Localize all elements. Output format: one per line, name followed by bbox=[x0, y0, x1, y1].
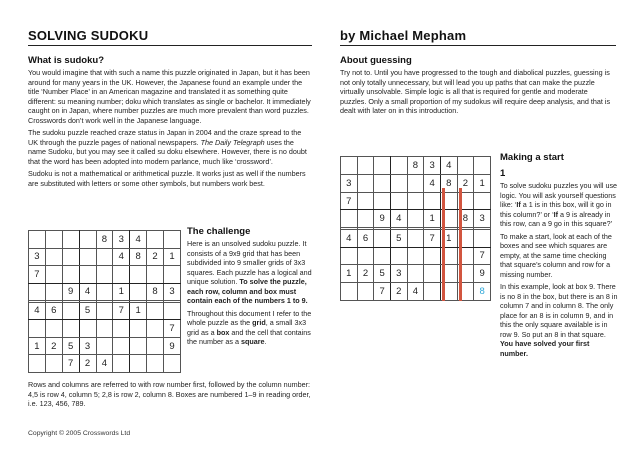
row-column-note: Rows and columns are referred to with row number first, followed by the column number: 4,5 is row 4, column 5; 2,8 is row 2, column 8. Boxes are numbered 1–9 in reading order, i.e. 123, 456, 789. bbox=[28, 380, 311, 408]
grid-square: 4 bbox=[130, 231, 147, 249]
grid-square bbox=[29, 283, 46, 301]
grid-square bbox=[29, 320, 46, 338]
grid-square bbox=[164, 231, 181, 249]
grid-row bbox=[341, 283, 491, 301]
grid-square: 2 bbox=[457, 174, 474, 192]
grid-square: 3 bbox=[341, 174, 358, 192]
grid-square: 4 bbox=[407, 283, 424, 301]
grid-square: 3 bbox=[424, 157, 441, 175]
grid-square: 1 bbox=[29, 337, 46, 355]
grid-square: 3 bbox=[164, 283, 181, 301]
grid-square bbox=[62, 231, 79, 249]
grid-square bbox=[341, 247, 358, 265]
grid-square: 2 bbox=[45, 337, 62, 355]
grid-square bbox=[357, 283, 374, 301]
grid-square bbox=[96, 248, 113, 266]
grid-square bbox=[407, 265, 424, 283]
grid-row bbox=[29, 266, 181, 284]
grid-square: 4 bbox=[113, 248, 130, 266]
grid-square bbox=[390, 192, 407, 210]
what-is-sudoku-heading: What is sudoku? bbox=[28, 55, 104, 66]
about-guessing-heading: About guessing bbox=[340, 55, 412, 66]
grid-square bbox=[164, 266, 181, 284]
grid-square: 1 bbox=[440, 229, 457, 247]
grid-square bbox=[357, 157, 374, 175]
making-a-start-text bbox=[500, 181, 618, 361]
grid-square bbox=[407, 229, 424, 247]
grid-row bbox=[341, 265, 491, 283]
challenge-heading: The challenge bbox=[187, 226, 251, 237]
making-a-start-heading: Making a start bbox=[500, 152, 564, 163]
right-page-title: by Michael Mepham bbox=[340, 28, 467, 43]
grid-square: 4 bbox=[390, 210, 407, 228]
grid-square: 7 bbox=[424, 229, 441, 247]
grid-square: 9 bbox=[164, 337, 181, 355]
grid-square: 3 bbox=[79, 337, 96, 355]
grid-square: 7 bbox=[62, 355, 79, 373]
left-title-rule bbox=[28, 45, 312, 46]
grid-square: 9 bbox=[474, 265, 491, 283]
grid-square bbox=[29, 231, 46, 249]
paragraph: Throughout this document I refer to the whole puzzle as the grid, a small 3x3 grid as a box and the cell that contains the number as a square. bbox=[187, 308, 312, 346]
grid-square bbox=[374, 247, 391, 265]
grid-row bbox=[29, 283, 181, 301]
what-is-sudoku-text bbox=[28, 68, 312, 191]
grid-square bbox=[341, 157, 358, 175]
column-7-highlight bbox=[442, 188, 445, 301]
grid-square: 4 bbox=[79, 283, 96, 301]
grid-square: 8 bbox=[130, 248, 147, 266]
grid-square bbox=[62, 266, 79, 284]
grid-square bbox=[96, 302, 113, 320]
grid-square bbox=[130, 355, 147, 373]
grid-square bbox=[62, 302, 79, 320]
grid-square bbox=[357, 247, 374, 265]
grid-square: 4 bbox=[424, 174, 441, 192]
grid-row bbox=[341, 229, 491, 247]
grid-square bbox=[357, 174, 374, 192]
grid-square bbox=[424, 283, 441, 301]
grid-square bbox=[457, 157, 474, 175]
grid-row bbox=[29, 355, 181, 373]
grid-square bbox=[130, 266, 147, 284]
grid-square: 7 bbox=[474, 247, 491, 265]
grid-square: 8 bbox=[96, 231, 113, 249]
grid-square: 5 bbox=[374, 265, 391, 283]
left-page-title: SOLVING SUDOKU bbox=[28, 28, 149, 43]
grid-square: 4 bbox=[29, 302, 46, 320]
grid-square bbox=[474, 192, 491, 210]
grid-square bbox=[45, 248, 62, 266]
grid-square bbox=[79, 266, 96, 284]
grid-square bbox=[424, 247, 441, 265]
grid-square bbox=[147, 320, 164, 338]
grid-square bbox=[45, 231, 62, 249]
grid-square: 3 bbox=[29, 248, 46, 266]
grid-square bbox=[130, 320, 147, 338]
grid-square bbox=[341, 210, 358, 228]
sudoku-grid-left bbox=[28, 230, 181, 373]
grid-row bbox=[29, 231, 181, 249]
grid-square bbox=[29, 355, 46, 373]
grid-square: 5 bbox=[62, 337, 79, 355]
paragraph: To solve sudoku puzzles you will use logic. You will ask yourself questions like: ‘If a 1 is in this box, will it go in this column?’ or ‘If a 9 is already in this row, can a 9 go in this square?’ bbox=[500, 181, 618, 228]
grid-row bbox=[341, 157, 491, 175]
grid-square: 8 bbox=[457, 210, 474, 228]
grid-square bbox=[96, 337, 113, 355]
grid-square bbox=[374, 192, 391, 210]
sudoku-grid-right bbox=[340, 156, 491, 301]
step-number: 1 bbox=[500, 168, 506, 179]
grid-square: 3 bbox=[474, 210, 491, 228]
solved-square: 8 bbox=[474, 283, 491, 301]
grid-square: 4 bbox=[96, 355, 113, 373]
grid-square bbox=[45, 355, 62, 373]
grid-square bbox=[62, 248, 79, 266]
right-title-rule bbox=[340, 45, 616, 46]
paragraph: Here is an unsolved sudoku puzzle. It consists of a 9x9 grid that has been subdivided into 9 smaller grids of 3x3 squares. Each puzzle has a logical and unique solution. To solve the puzzle, each row, column and box must contain each of the numbers 1 to 9. bbox=[187, 239, 312, 305]
grid-square bbox=[164, 302, 181, 320]
grid-square bbox=[79, 320, 96, 338]
grid-row bbox=[341, 174, 491, 192]
grid-square bbox=[374, 157, 391, 175]
challenge-text bbox=[187, 239, 312, 350]
grid-square: 8 bbox=[407, 157, 424, 175]
grid-square bbox=[147, 266, 164, 284]
grid-square bbox=[474, 229, 491, 247]
grid-square: 6 bbox=[357, 229, 374, 247]
grid-square: 8 bbox=[147, 283, 164, 301]
grid-square: 2 bbox=[147, 248, 164, 266]
column-8-highlight bbox=[459, 188, 462, 301]
grid-square bbox=[45, 320, 62, 338]
grid-row bbox=[29, 337, 181, 355]
grid-square: 7 bbox=[29, 266, 46, 284]
grid-square: 5 bbox=[390, 229, 407, 247]
grid-row bbox=[29, 248, 181, 266]
grid-square bbox=[474, 157, 491, 175]
grid-square bbox=[147, 302, 164, 320]
grid-square bbox=[374, 174, 391, 192]
example-grid-wrapper bbox=[340, 156, 491, 301]
grid-square bbox=[390, 157, 407, 175]
grid-square: 2 bbox=[79, 355, 96, 373]
paragraph: The sudoku puzzle reached craze status in Japan in 2004 and the craze spread to the UK through the puzzle pages of national newspapers. The Daily Telegraph uses the name Sudoku, but you may see it called su doku elsewhere. However, there is no doubt that the word has been adopted into modern parlance, much like ‘crossword’. bbox=[28, 128, 307, 166]
grid-square: 5 bbox=[79, 302, 96, 320]
grid-square: 1 bbox=[474, 174, 491, 192]
grid-square: 7 bbox=[374, 283, 391, 301]
grid-square bbox=[407, 210, 424, 228]
grid-square: 6 bbox=[45, 302, 62, 320]
grid-square bbox=[147, 337, 164, 355]
grid-square bbox=[96, 283, 113, 301]
grid-square bbox=[113, 266, 130, 284]
grid-square bbox=[147, 355, 164, 373]
grid-square bbox=[374, 229, 391, 247]
grid-row bbox=[29, 302, 181, 320]
copyright: Copyright © 2005 Crosswords Ltd bbox=[28, 430, 131, 437]
grid-square bbox=[130, 283, 147, 301]
grid-square: 3 bbox=[113, 231, 130, 249]
grid-square bbox=[45, 283, 62, 301]
grid-square bbox=[79, 231, 96, 249]
grid-square: 3 bbox=[390, 265, 407, 283]
grid-row bbox=[341, 192, 491, 210]
grid-square: 4 bbox=[341, 229, 358, 247]
grid-square: 9 bbox=[62, 283, 79, 301]
grid-square: 8 bbox=[440, 174, 457, 192]
grid-square: 7 bbox=[113, 302, 130, 320]
paragraph: To make a start, look at each of the boxes and see which squares are empty, at the same time checking that square’s column and row for a missing number. bbox=[500, 231, 612, 279]
grid-square bbox=[357, 192, 374, 210]
grid-square bbox=[113, 355, 130, 373]
grid-square: 2 bbox=[390, 283, 407, 301]
grid-square bbox=[407, 174, 424, 192]
grid-row bbox=[29, 320, 181, 338]
grid-square bbox=[62, 320, 79, 338]
grid-square bbox=[96, 266, 113, 284]
grid-square bbox=[407, 192, 424, 210]
grid-square: 9 bbox=[374, 210, 391, 228]
grid-square bbox=[164, 355, 181, 373]
grid-square: 1 bbox=[164, 248, 181, 266]
grid-square bbox=[130, 337, 147, 355]
grid-square: 7 bbox=[341, 192, 358, 210]
grid-square bbox=[147, 231, 164, 249]
grid-row bbox=[341, 210, 491, 228]
paragraph: In this example, look at box 9. There is no 8 in the box, but there is an 8 in column 7 and in column 8. The only place for an 8 is in column 9, and in this the only square available is in row 9. So put an 8 in that square. You have solved your first number. bbox=[500, 282, 618, 358]
grid-square bbox=[390, 247, 407, 265]
grid-square bbox=[357, 210, 374, 228]
grid-square bbox=[407, 247, 424, 265]
grid-square: 7 bbox=[164, 320, 181, 338]
about-guessing-text: Try not to. Until you have progressed to the tough and diabolical puzzles, guessing is not only totally unnecessary, but will lead you up paths that can make the puzzle virtually unsolvable. Simple logic is all that is required for gentle and moderate puzzles. Only a small proportion of my sudokus will require deep analysis, and that is dealt with later on in this introduction. bbox=[340, 68, 611, 115]
grid-square bbox=[390, 174, 407, 192]
grid-square bbox=[79, 248, 96, 266]
grid-square bbox=[424, 192, 441, 210]
grid-square bbox=[96, 320, 113, 338]
grid-square: 2 bbox=[357, 265, 374, 283]
grid-square bbox=[341, 283, 358, 301]
grid-square: 1 bbox=[341, 265, 358, 283]
grid-square: 1 bbox=[424, 210, 441, 228]
paragraph: You would imagine that with such a name this puzzle originated in Japan, but it has been around for many years in the UK. However, the Japanese found an example under the title ‘Number Place’ in an American magazine and translated it as something quite different: su meaning number; doku which translates as single or bachelor. It immediately caught on in Japan, where number puzzles are much more prevalent than word puzzles. Crosswords don’t work well in the Japanese language. bbox=[28, 68, 311, 125]
grid-square: 1 bbox=[113, 283, 130, 301]
grid-square bbox=[424, 265, 441, 283]
grid-square bbox=[45, 266, 62, 284]
grid-square bbox=[113, 337, 130, 355]
grid-square: 4 bbox=[440, 157, 457, 175]
grid-square bbox=[113, 320, 130, 338]
paragraph: Sudoku is not a mathematical or arithmetical puzzle. It works just as well if the numbers are substituted with letters or some other symbols, but numbers work best. bbox=[28, 169, 306, 188]
grid-row bbox=[341, 247, 491, 265]
grid-square: 1 bbox=[130, 302, 147, 320]
